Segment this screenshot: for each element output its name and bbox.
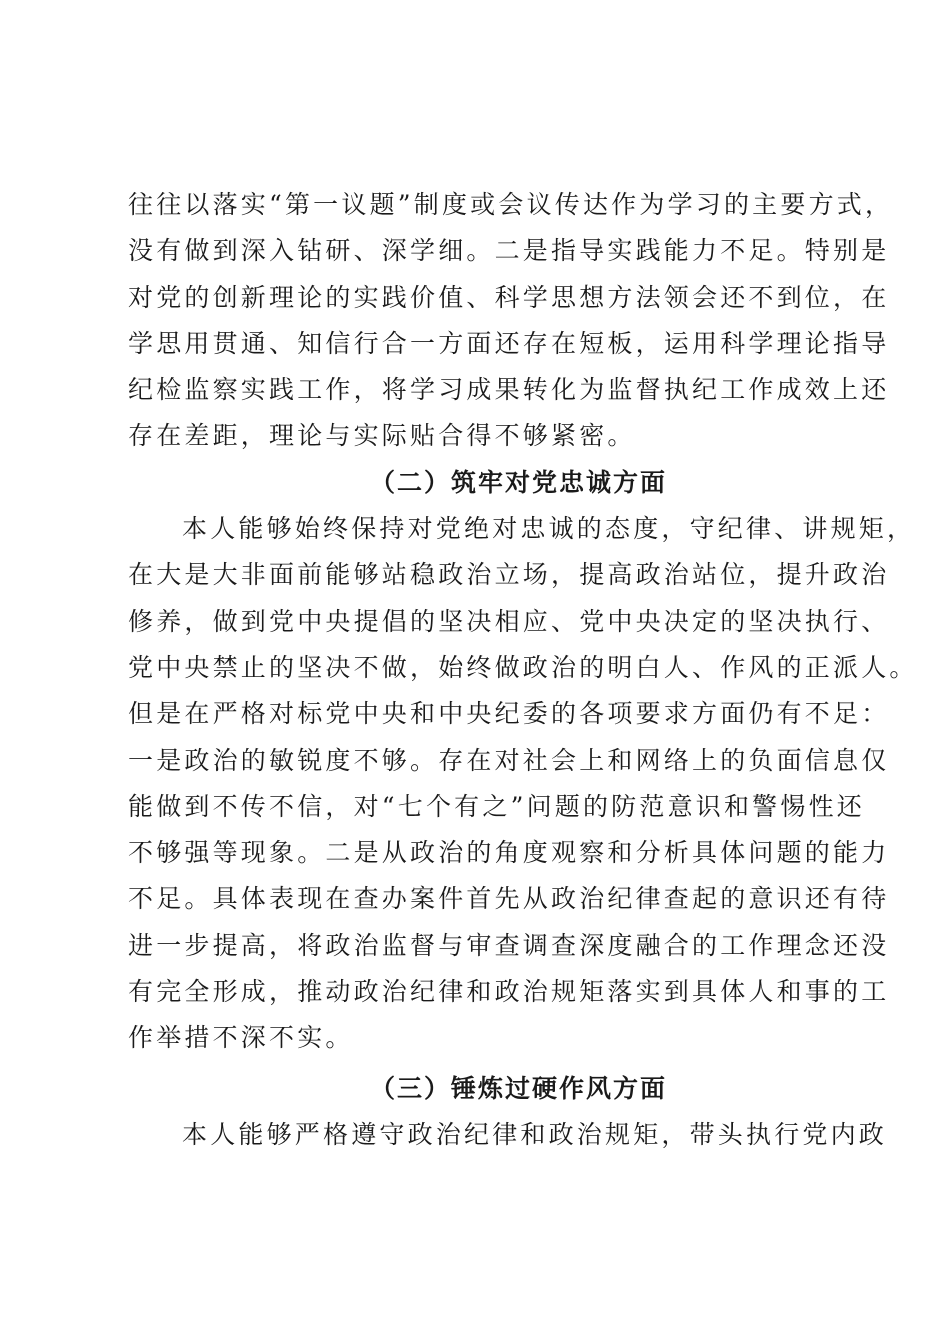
text-line: 对党的创新理论的实践价值、科学思想方法领会还不到位，在 [128, 282, 890, 312]
text-line: 纪检监察实践工作，将学习成果转化为监督执纪工作成效上还 [128, 375, 890, 405]
text-line: 修养，做到党中央提倡的坚决相应、党中央决定的坚决执行、 [128, 606, 890, 636]
text-line: 作举措不深不实。 [128, 1023, 354, 1053]
text-line: 往往以落实“第一议题”制度或会议传达作为学习的主要方式， [128, 190, 894, 219]
text-line: 但是在严格对标党中央和中央纪委的各项要求方面仍有不足： [128, 699, 890, 729]
text-line: 能做到不传不信，对“七个有之”问题的防范意识和警惕性还 [128, 791, 865, 821]
text-line: 本人能够始终保持对党绝对忠诚的态度，守纪律、讲规矩， [182, 514, 916, 544]
text-line: 有完全形成，推动政治纪律和政治规矩落实到具体人和事的工 [128, 977, 890, 1007]
section-heading-2: （二）筑牢对党忠诚方面 [370, 467, 668, 497]
document-body [128, 182, 918, 1158]
paragraph-2 [128, 506, 918, 1062]
paragraph-3 [128, 1112, 888, 1158]
text-line: 没有做到深入钻研、深学细。二是指导实践能力不足。特别是 [128, 236, 890, 266]
text-line: 一是政治的敏锐度不够。存在对社会上和网络上的负面信息仅 [128, 745, 890, 775]
text-line: 党中央禁止的坚决不做，始终做政治的明白人、作风的正派人。 [128, 652, 918, 682]
text-line: 不够强等现象。二是从政治的角度观察和分析具体问题的能力 [128, 838, 890, 868]
text-line: 进一步提高，将政治监督与审查调查深度融合的工作理念还没 [128, 930, 890, 960]
paragraph-1 [128, 182, 894, 460]
text-line: 在大是大非面前能够站稳政治立场，提高政治站位，提升政治 [128, 560, 890, 590]
text-line: 存在差距，理论与实际贴合得不够紧密。 [128, 421, 636, 451]
text-line: 本人能够严格遵守政治纪律和政治规矩，带头执行党内政 [182, 1119, 888, 1149]
section-heading-3: （三）锤炼过硬作风方面 [370, 1073, 668, 1103]
text-line: 学思用贯通、知信行合一方面还存在短板，运用科学理论指导 [128, 328, 890, 358]
text-line: 不足。具体表现在查办案件首先从政治纪律查起的意识还有待 [128, 884, 890, 914]
